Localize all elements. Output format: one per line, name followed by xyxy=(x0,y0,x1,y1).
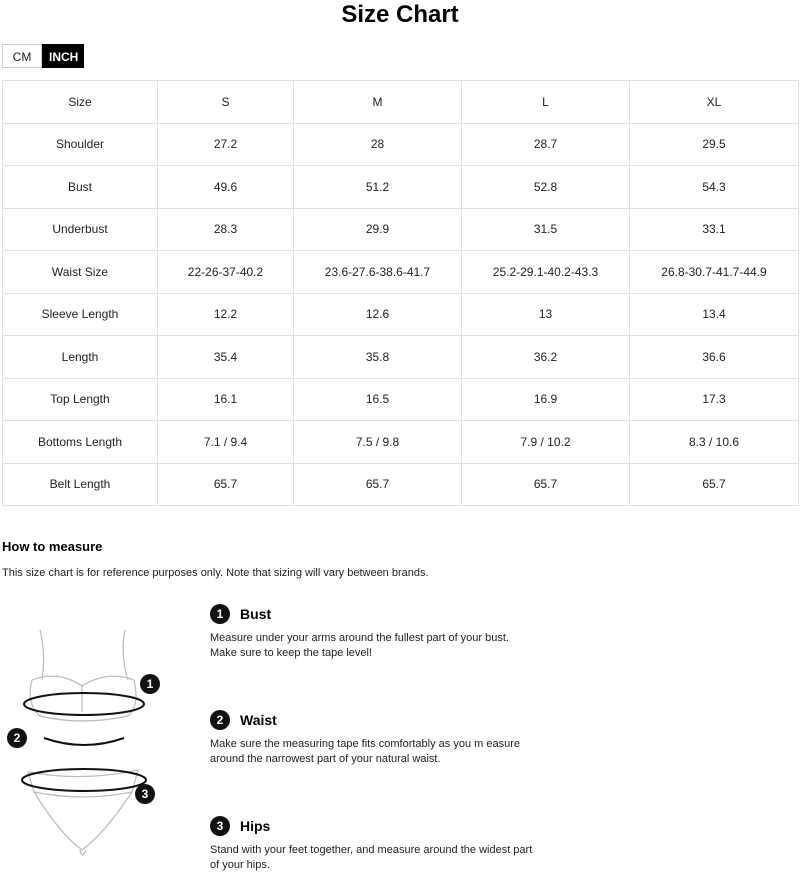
table-row xyxy=(3,251,799,294)
table-cell: 65.7 xyxy=(462,463,630,506)
reference-note: This size chart is for reference purposes only. Note that sizing will vary between brands. xyxy=(2,567,429,579)
row-label: Shoulder xyxy=(3,123,158,166)
unit-toggle xyxy=(2,44,84,68)
header-m: M xyxy=(294,81,462,124)
table-cell: 16.5 xyxy=(294,378,462,421)
step-title-waist: Waist xyxy=(240,712,277,728)
table-cell: 28.7 xyxy=(462,123,630,166)
step-title-bust: Bust xyxy=(240,606,272,622)
measure-step-waist xyxy=(210,709,550,767)
row-label: Bust xyxy=(3,166,158,209)
table-cell: 27.2 xyxy=(158,123,294,166)
table-cell: 51.2 xyxy=(294,166,462,209)
waist-line xyxy=(44,738,124,745)
table-header-row xyxy=(3,81,799,124)
measurement-figure xyxy=(0,620,180,870)
table-row xyxy=(3,463,799,506)
table-row xyxy=(3,166,799,209)
header-size: Size xyxy=(3,81,158,124)
table-cell: 65.7 xyxy=(158,463,294,506)
table-cell: 52.8 xyxy=(462,166,630,209)
measure-step-hips xyxy=(210,815,550,873)
figure-marker-2: 2 xyxy=(13,731,21,745)
table-cell: 7.1 / 9.4 xyxy=(158,421,294,464)
row-label: Waist Size xyxy=(3,251,158,294)
table-cell: 16.1 xyxy=(158,378,294,421)
bust-line xyxy=(24,693,144,715)
table-cell: 35.8 xyxy=(294,336,462,379)
table-cell: 26.8-30.7-41.7-44.9 xyxy=(630,251,799,294)
table-cell: 31.5 xyxy=(462,208,630,251)
table-row xyxy=(3,208,799,251)
table-cell: 12.2 xyxy=(158,293,294,336)
step-title-hips: Hips xyxy=(240,818,271,834)
figure-marker-1: 1 xyxy=(146,677,154,691)
step-number-2: 2 xyxy=(210,710,230,730)
page-title: Size Chart xyxy=(341,1,459,28)
table-cell: 7.5 / 9.8 xyxy=(294,421,462,464)
unit-inch-button[interactable]: INCH xyxy=(42,44,84,68)
how-to-measure-title: How to measure xyxy=(2,539,103,554)
table-row xyxy=(3,293,799,336)
header-xl: XL xyxy=(630,81,799,124)
table-row xyxy=(3,421,799,464)
row-label: Sleeve Length xyxy=(3,293,158,336)
table-row xyxy=(3,378,799,421)
table-cell: 49.6 xyxy=(158,166,294,209)
step-number-1: 1 xyxy=(210,604,230,624)
step-desc-waist: Make sure the measuring tape fits comfortably as you m easure around the narrowest part of your natural waist. xyxy=(210,738,520,765)
step-desc-hips: Stand with your feet together, and measure around the widest part of your hips. xyxy=(210,844,533,871)
hips-line xyxy=(22,769,146,791)
header-s: S xyxy=(158,81,294,124)
table-cell: 12.6 xyxy=(294,293,462,336)
table-cell: 16.9 xyxy=(462,378,630,421)
row-label: Bottoms Length xyxy=(3,421,158,464)
table-cell: 29.5 xyxy=(630,123,799,166)
table-cell: 17.3 xyxy=(630,378,799,421)
table-cell: 65.7 xyxy=(294,463,462,506)
table-cell: 33.1 xyxy=(630,208,799,251)
step-desc-bust: Measure under your arms around the fullest part of your bust. Make sure to keep the tape level! xyxy=(210,632,509,659)
table-cell: 7.9 / 10.2 xyxy=(462,421,630,464)
table-cell: 65.7 xyxy=(630,463,799,506)
header-l: L xyxy=(462,81,630,124)
table-row xyxy=(3,123,799,166)
size-table xyxy=(2,80,799,506)
table-cell: 22-26-37-40.2 xyxy=(158,251,294,294)
table-cell: 29.9 xyxy=(294,208,462,251)
table-row xyxy=(3,336,799,379)
row-label: Belt Length xyxy=(3,463,158,506)
table-cell: 36.6 xyxy=(630,336,799,379)
table-cell: 25.2-29.1-40.2-43.3 xyxy=(462,251,630,294)
unit-cm-button[interactable]: CM xyxy=(2,44,42,68)
table-cell: 28.3 xyxy=(158,208,294,251)
row-label: Top Length xyxy=(3,378,158,421)
figure-marker-3: 3 xyxy=(141,787,149,801)
table-cell: 36.2 xyxy=(462,336,630,379)
table-cell: 54.3 xyxy=(630,166,799,209)
table-cell: 23.6-27.6-38.6-41.7 xyxy=(294,251,462,294)
table-cell: 13.4 xyxy=(630,293,799,336)
measure-step-bust xyxy=(210,603,550,661)
row-label: Underbust xyxy=(3,208,158,251)
table-cell: 28 xyxy=(294,123,462,166)
step-number-3: 3 xyxy=(210,816,230,836)
table-cell: 35.4 xyxy=(158,336,294,379)
table-cell: 13 xyxy=(462,293,630,336)
table-cell: 8.3 / 10.6 xyxy=(630,421,799,464)
row-label: Length xyxy=(3,336,158,379)
